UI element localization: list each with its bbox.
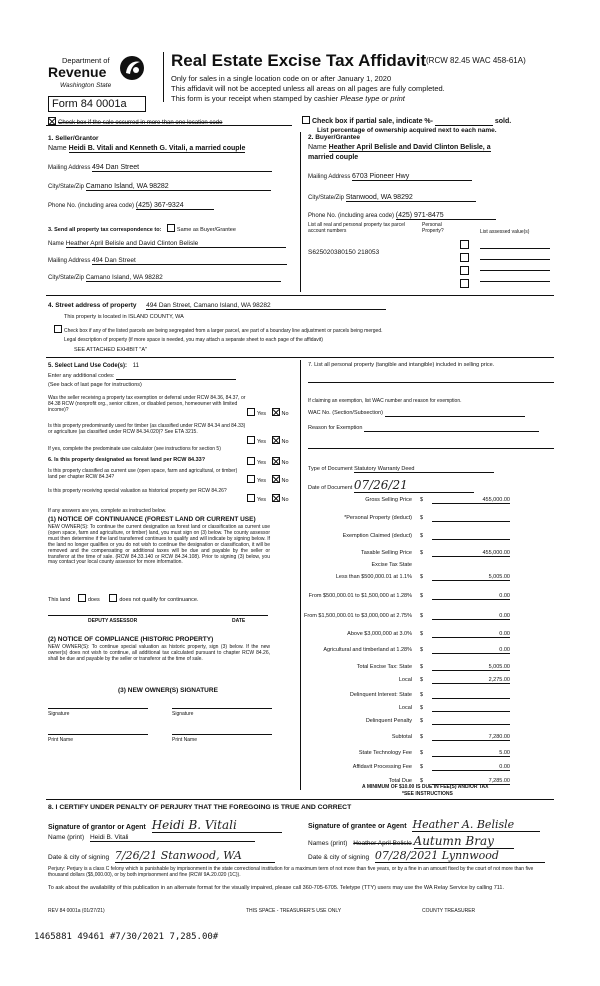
q-timber-answer [247,436,289,445]
dept-line2: Revenue [48,64,107,80]
q-current-use-yes: Yes [257,478,266,484]
parcel-value-line-2 [480,259,550,260]
tax-row-dollar: $ [420,764,424,770]
q-timber-no-checkbox[interactable] [272,436,280,444]
top-rule [46,125,292,126]
tax-row-dollar: $ [420,515,424,521]
dept-line3: Washington State [60,82,112,89]
subtitle-3-italic: Please type or print [340,94,405,103]
buyer-city-field[interactable]: Stanwood, WA 98292 [346,194,476,202]
does-label: does [87,597,100,603]
parcel-col2: Personal Property? [422,222,444,234]
tax-row-dollar: $ [420,734,424,740]
treasurer-only: THIS SPACE - TREASURER'S USE ONLY [246,908,342,914]
grantor-date-label: Date & city of signing [48,854,110,861]
section8-rule [46,799,554,800]
tax-row-label: From $500,000.01 to $1,500,000 at 1.28% [308,593,412,599]
deputy-date-label: DATE [232,618,246,624]
parcel-value-line-1 [480,248,550,249]
tax-row-amount[interactable]: 5,005.00 [432,664,510,671]
subtitle-2: This affidavit will not be accepted unless all areas on all pages are fully completed. [171,84,445,93]
parcel-pp-checkboxes [460,240,472,288]
q-exemption-yes: Yes [257,411,266,417]
tax-row-amount[interactable] [432,705,510,712]
reason-field[interactable] [364,425,539,432]
notice1-title: (1) NOTICE OF CONTINUANCE (FOREST LAND OR CURRENT USE) [48,516,256,523]
grantor-name-row [48,834,255,842]
middle-divider-top [300,132,301,292]
additional-codes-row [48,373,236,380]
buyer-name-line2: married couple [308,154,359,161]
doc-type-label: Type of Document [308,466,353,472]
same-as-buyer-checkbox[interactable] [167,224,175,232]
tax-row-label: Excise Tax State [371,562,412,568]
tax-row-amount[interactable]: 0.00 [432,647,510,654]
segregated-label: Check box if any of the listed parcels are being segregated from a larger parcel, are part of a boundary line adjustment or parcels being merged. [64,328,383,334]
tax-row-label: Subtotal [391,734,412,740]
tax-row-amount[interactable]: 455,000.00 [432,497,510,504]
tax-row-amount[interactable]: 0.00 [432,631,510,638]
q-current-use: Is this property classified as current use (open space, farm and agricultural, or timber) land per chapter RCW 84.34? [48,468,238,480]
tax-row-dollar: $ [420,705,424,711]
buyer-address-label: Mailing Address [308,174,351,180]
land-use-label: 5. Select Land Use Code(s): [48,363,128,369]
tax-row-amount[interactable]: 0.00 [432,613,510,620]
doc-date-row [308,478,474,493]
grantor-date-row [48,849,275,863]
parcel-pp-checkbox-2[interactable] [460,253,469,262]
grantee-date-row [308,849,545,863]
buyer-address-field[interactable]: 6703 Pioneer Hwy [352,173,472,181]
q-historic-no-checkbox[interactable] [272,494,280,502]
sig-line-1 [48,708,148,709]
buyer-name-row [308,144,491,151]
tax-row-amount[interactable] [432,533,510,540]
reason-line-2 [308,448,554,449]
tax-row-dollar: $ [420,750,424,756]
tax-row-label: *Personal Property (deduct) [344,515,412,521]
buyer-city-label: City/State/Zip [308,195,345,201]
q-exemption-yes-checkbox[interactable] [247,408,255,416]
does-not-label: does not qualify for continuance. [119,597,199,603]
property-address-field[interactable]: 494 Dan Street, Camano Island, WA 98282 [146,302,386,310]
doc-type-row [308,466,494,473]
certify-statement: 8. I CERTIFY UNDER PENALTY OF PERJURY THAT THE FOREGOING IS TRUE AND CORRECT [48,804,352,811]
wac-claim-note: If claiming an exemption, list WAC number and reason for exemption. [308,398,462,404]
tax-row-label: Agricultural and timberland at 1.28% [323,647,412,653]
tax-row-dollar: $ [420,664,424,670]
seller-phone-row [48,202,214,210]
q-historic-yes: Yes [257,497,266,503]
print-line-1 [48,734,148,735]
tax-row-dollar: $ [420,647,424,653]
q-forest-answer [247,457,289,466]
q-forest: 6. Is this property designated as forest land per RCW 84.33? [48,457,206,463]
parcel-col3: List assessed value(s) [480,229,530,235]
partial-sale-percent-field[interactable] [435,118,493,126]
buyer-city-row [308,194,476,202]
dept-line1: Department of [62,56,110,65]
availability-note: To ask about the availability of this publication in an alternate format for the visually impaired, please call 360-705-6705. Teletype (TTY) users may use the WA Relay Service by calling 711. [48,885,505,891]
minimum-note: A MINIMUM OF $10.00 IS DUE IN FEE(S) AND/OR TAX [362,784,489,790]
buyer-name-field[interactable]: Heather April Belisle and David Clinton Belisle, a [328,144,491,151]
doc-date-field[interactable]: 07/26/21 [354,478,474,493]
does-not-checkbox[interactable] [109,594,117,602]
buyer-address-row [308,173,472,181]
grantee-name-handwritten[interactable]: Autumn Bray [414,834,514,849]
parcel-col1: List all real and personal property tax parcel account numbers [308,222,405,234]
q-forest-yes: Yes [257,460,266,466]
partial-sale-check[interactable] [302,116,511,126]
tax-row-dollar: $ [420,631,424,637]
q-historic-answer [247,494,289,503]
parcel-pp-checkbox-1[interactable] [460,240,469,249]
header-divider [163,52,164,102]
tax-row-dollar: $ [420,533,424,539]
rcw-reference: (RCW 82.45 WAC 458-61A) [426,56,526,65]
segregated-checkbox[interactable] [54,325,62,333]
land-use-code[interactable]: 11 [132,363,139,369]
q-exemption-no: No [281,411,289,417]
tax-row-dollar: $ [420,677,424,683]
tax-row-amount[interactable]: 0.00 [432,593,510,600]
form-number-box [48,96,146,112]
sig-label-2: Signature [172,711,194,717]
grantee-date-field[interactable]: 07/28/2021 Lynnwood [375,849,545,863]
cashier-stamp: 1465881 49461 #7/30/2021 7,285.00# [34,932,219,942]
subtitle-3-text: This form is your receipt when stamped by cashier [171,94,339,103]
additional-codes-field[interactable] [116,373,236,380]
if-any-yes: If any answers are yes, complete as instructed below. [48,508,167,514]
tax-row-amount[interactable]: 2,275.00 [432,677,510,684]
seller-name-label: Name [48,145,67,152]
tax-row-amount[interactable]: 455,000.00 [432,550,510,557]
buyer-heading: 2. Buyer/Grantee [308,134,361,141]
parcel-value-line-3 [480,270,550,271]
corr-address-row [48,257,287,265]
property-heading: 4. Street address of property [48,302,137,309]
corr-city-label: City/State/Zip [48,275,85,281]
q-timber-no: No [281,439,289,445]
grantor-signature[interactable]: Heidi B. Vitali [152,818,282,833]
doc-date-label: Date of Document [308,485,353,491]
sig-label-1: Signature [48,711,70,717]
notice2-title: (2) NOTICE OF COMPLIANCE (HISTORIC PROPERTY) [48,636,214,643]
new-owner-sig-title: (3) NEW OWNER(S) SIGNATURE [118,687,218,694]
corr-address-field[interactable]: 494 Dan Street [92,257,287,265]
deputy-line [48,615,268,616]
tax-row-label: Total Excise Tax: State [356,664,412,670]
does-checkbox[interactable] [78,594,86,602]
county-treasurer: COUNTY TREASURER [422,908,476,914]
land-use-row [48,363,139,369]
corr-city-field[interactable]: Camano Island, WA 98282 [86,274,281,282]
tax-row-label: From $1,500,000.01 to $3,000,000 at 2.75% [304,613,412,619]
corr-name-field[interactable]: Heather April Belisle and David Clinton Belisle [66,240,286,248]
tax-row-label: Gross Selling Price [365,497,412,503]
q-current-use-answer [247,475,289,484]
grantee-signature[interactable]: Heather A. Belisle [412,818,540,832]
deputy-assessor-label: DEPUTY ASSESSOR [88,618,138,624]
perjury-note: Perjury: Perjury is a class C felony which is punishable by imprisonment in the state correctional institution for a maximum term of not more than five years, or by a fine in an amount fixed by the court of not more than five thousand dollars ($5,000.00), or by both imprisonment and fine (RCW 9A.20.020 (1C)). [48,866,534,878]
tax-row-amount[interactable]: 7,285.00 [432,778,510,785]
this-land-row [48,594,199,603]
seller-city-row [48,183,271,191]
this-land-label: This land [48,597,71,603]
grantor-name-label: Name (print) [48,834,85,841]
tax-row-label: Above $3,000,000 at 3.0% [347,631,412,637]
sig-line-2 [172,708,272,709]
section5-rule [46,357,554,358]
q-current-use-yes-checkbox[interactable] [247,475,255,483]
subtitle-1: Only for sales in a single location code on or after January 1, 2020 [171,74,392,83]
correspondence-heading: 3. Send all property tax correspondence to: [48,227,162,233]
wac-no-row [308,410,525,417]
q-exemption-answer [247,408,289,417]
print-label-2: Print Name [172,737,198,743]
q-current-use-no-checkbox[interactable] [272,475,280,483]
section7-heading: 7. List all personal property (tangible and intangible) included in selling price. [308,362,495,368]
parcel-pp-checkbox-4[interactable] [460,279,469,288]
tax-row-label: Taxable Selling Price [360,550,412,556]
grantee-date-label: Date & city of signing [308,854,370,861]
middle-divider-bottom [300,360,301,790]
tax-row-label: Affidavit Processing Fee [352,764,412,770]
tax-row-label: State Technology Fee [358,750,412,756]
tax-row-dollar: $ [420,574,424,580]
seller-address-row [48,164,272,172]
print-label-1: Print Name [48,737,74,743]
grantor-sig-row [48,818,282,833]
additional-codes-label: Enter any additional codes: [48,373,115,379]
print-line-2 [172,734,272,735]
wac-no-field[interactable] [385,410,525,417]
tax-row-label: Exemption Claimed (deduct) [342,533,412,539]
correspondence-heading-row [48,224,236,233]
tax-row-amount[interactable] [432,718,510,725]
reason-row [308,425,539,432]
buyer-name-label: Name [308,144,327,151]
tax-row-label: Delinquent Penalty [365,718,412,724]
seller-city-label: City/State/Zip [48,184,85,190]
q-current-use-no: No [281,478,289,484]
tax-row-label: Local [398,677,412,683]
revenue-logo-icon [118,54,146,82]
q-historic-yes-checkbox[interactable] [247,494,255,502]
tax-row-amount[interactable]: 5.00 [432,750,510,757]
buyer-phone-label: Phone No. (including area code) [308,213,395,219]
q-timber-yes: Yes [257,439,266,445]
grantor-sig-label: Signature of grantor or Agent [48,824,146,831]
reason-label: Reason for Exemption [308,425,363,431]
pp-line-1 [308,382,554,383]
property-address-row [48,302,386,310]
seller-phone-field[interactable]: (425) 367-9324 [136,202,214,210]
grantee-name-row [308,834,514,849]
tax-row-dollar: $ [420,718,424,724]
see-exhibit: SEE ATTACHED EXHIBIT "A" [74,347,147,353]
see-back-note: (See back of last page for instructions) [48,382,142,388]
q-forest-yes-checkbox[interactable] [247,457,255,465]
q-forest-no: No [281,460,289,466]
q-timber: Is this property predominantly used for timber (as classified under RCW 84.34 and 84.33) or agriculture (as classified under RCW 84.34.020)? See ETA 3215. [48,423,246,435]
seller-city-field[interactable]: Camano Island, WA 98282 [86,183,271,191]
q-exemption: Was the seller receiving a property tax exemption or deferral under RCW 84.36, 84.37, or 84.38 RCW (nonprofit org., senior citizen, or disabled person, homeowner with limited income)? [48,395,246,413]
tax-row-amount[interactable]: 0.00 [432,764,510,771]
seller-address-field[interactable]: 494 Dan Street [92,164,272,172]
tax-row-amount[interactable] [432,515,510,522]
parcel-value-line-4 [480,281,550,282]
q-timber-note: If yes, complete the predominate use calculator (see instructions for section 5) [48,446,221,452]
seller-heading: 1. Seller/Grantor [48,135,99,142]
tax-row-dollar: $ [420,497,424,503]
q-historic-no: No [281,497,289,503]
grantee-name-struck: Heather April Belisle [353,840,412,847]
wac-no-label: WAC No. (Section/Subsection) [308,410,383,416]
corr-city-row [48,274,281,282]
tax-row-label: Delinquent Interest: State [349,692,412,698]
tax-row-dollar: $ [420,593,424,599]
tax-row-dollar: $ [420,692,424,698]
seller-address-label: Mailing Address [48,165,91,171]
q-historic: Is this property receiving special valuation as historical property per RCW 84.26? [48,488,227,494]
seller-name-row [48,145,245,152]
grantor-name-field[interactable]: Heidi B. Vitali [90,834,255,842]
tax-row-dollar: $ [420,550,424,556]
rev-number: REV 84 0001a (01/27/21) [48,908,105,914]
buyer-phone-field[interactable]: (425) 971-8475 [396,212,496,220]
grantee-sig-label: Signature of grantee or Agent [308,823,407,830]
multi-location-label: Check box if the sale occurred in more than one location code [58,120,223,126]
corr-name-label: Name [48,241,65,247]
q-timber-yes-checkbox[interactable] [247,436,255,444]
tax-row-dollar: $ [420,778,424,784]
doc-type-field[interactable]: Statutory Warranty Deed [354,466,494,473]
see-instructions: *SEE INSTRUCTIONS [402,791,453,797]
buyer-phone-row [308,212,496,220]
seller-phone-label: Phone No. (including area code) [48,203,135,209]
form-number: Form 84 0001a [52,98,127,110]
grantee-sig-row [308,818,540,832]
corr-address-label: Mailing Address [48,258,91,264]
same-as-buyer-label: Same as Buyer/Grantee [176,227,236,233]
corr-name-row [48,240,286,248]
tax-row-dollar: $ [420,613,424,619]
subtitle-3 [171,94,405,103]
tax-row-amount[interactable] [432,692,510,699]
parcel-pp-checkbox-3[interactable] [460,266,469,275]
notice1-body: NEW OWNER(S): To continue the current designation as forest land or classification as current use (open space, farm and agriculture, or timber) land, you must sign on (3) below. The county assessor must then determine if the land transferred continues to qualify and will indicate by signing below. If the land no longer qualifies or you do not wish to continue the designation or classification, it will be removed and the compensating or additional taxes will be due and payable by the seller or transferor at the time of sale. (RCW 84.33.140 or RCW 84.34.108). Prior to signing (3) below, you may contact your local county assessor for more information. [48,524,270,566]
partial-sale-label: Check box if partial sale, indicate %- [312,118,433,125]
q-exemption-no-checkbox[interactable] [272,408,280,416]
page-title: Real Estate Excise Tax Affidavit [171,51,427,70]
segregated-row [54,325,383,334]
q-forest-no-checkbox[interactable] [272,457,280,465]
tax-row-amount[interactable]: 5,005.00 [432,574,510,581]
section4-rule [46,295,554,296]
tax-row-label: Total Due [388,778,412,784]
notice2-body: NEW OWNER(S): To continue special valuation as historic property, sign (3) below. If the new owner(s) does not wish to continue, all additional tax calculated pursuant to chapter RCW 84.26, shall be due and payable by the seller or transferor at the time of sale. [48,644,270,662]
tax-row-label: Local [398,705,412,711]
multi-location-checkbox[interactable] [48,117,56,125]
tax-row-label: Less than $500,000.01 at 1.1% [335,574,412,580]
grantee-name-label: Names (print) [308,840,348,847]
seller-name-field[interactable]: Heidi B. Vitali and Kenneth G. Vitali, a married couple [68,145,246,152]
partial-sale-note: List percentage of ownership acquired next to each name. [317,127,497,134]
partial-sale-checkbox[interactable] [302,116,310,124]
partial-sale-end: sold. [494,118,512,125]
tax-row-amount[interactable]: 7,280.00 [432,734,510,741]
grantor-date-field[interactable]: 7/26/21 Stanwood, WA [115,849,275,863]
legal-description-label: Legal description of property (if more space is needed, you may attach a separate sheet to each page of the affidavit) [64,337,323,343]
parcel-numbers: S625020380150 218053 [308,249,380,256]
property-county: This property is located in ISLAND COUNTY, WA [64,314,184,320]
